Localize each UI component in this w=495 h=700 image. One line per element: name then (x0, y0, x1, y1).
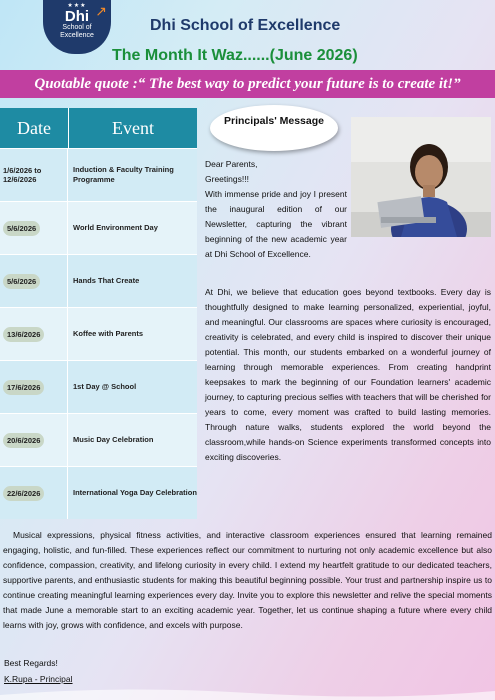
cell-date (0, 149, 68, 201)
principal-full (3, 528, 492, 633)
cell-event: International Yoga Day Celebration (73, 488, 197, 497)
quote-banner: Quotable quote :“ The best way to predict your future is to create it!” (0, 70, 495, 98)
logo-line2: Excellence (60, 32, 94, 39)
full-paragraph: Musical expressions, physical fitness activities, and interactive classroom experiences ensured that learning remained engaging, holistic, and fun-filled. These experiences reflect our commitment to nurturing not only academic excellence but also confidence, compassion, creativity, and lifelong curiosity in every child. I extend my heartfelt gratitude to our dedicated teachers, supportive parents, and enthusiastic students for making this beautiful beginning possible. Your trust and partnership inspire us to continue creating meaningful learning experiences every day. Invite you to explore this newsletter and relive the special moments that made June a memorable start to an exciting academic year. Together, let us continue shaping a future where every child learns with joy, grows with confidence, and excels with purpose. (3, 530, 492, 630)
logo-stars: ★★★ (67, 3, 87, 9)
school-name: Dhi School of Excellence (150, 17, 341, 34)
cell-date (0, 308, 68, 360)
date-text: 5/6/2026 (3, 221, 40, 236)
table-row (0, 466, 197, 519)
school-logo (43, 0, 111, 54)
logo-dhi: Dhi (64, 8, 90, 25)
cell-date (0, 467, 68, 519)
footer-swoosh (0, 685, 495, 700)
cell-event: 1st Day @ School (73, 382, 137, 391)
cell-event: Music Day Celebration (73, 435, 154, 444)
col-event-header: Event (112, 118, 154, 138)
table-row (0, 360, 197, 413)
cell-date (0, 202, 68, 254)
cell-event: World Environment Day (73, 223, 158, 232)
best-regards: Best Regards! (4, 658, 58, 668)
greeting: Greetings!!! (205, 174, 249, 184)
table-header (0, 108, 197, 148)
col-date-header: Date (0, 108, 69, 148)
arrow-icon: ↗ (95, 3, 107, 19)
date-text: 13/6/2026 (3, 327, 44, 342)
table-row (0, 413, 197, 466)
intro-paragraph: With immense pride and joy I present the inaugural edition of our Newsletter, capturing the vibrant beginning of the new academic year at Dhi School of Excellence. (205, 189, 347, 259)
events-table (0, 108, 197, 519)
date-text: 17/6/2026 (3, 380, 44, 395)
date-text: 1/6/2026 to 12/6/2026 (3, 166, 42, 184)
cell-event: Hands That Create (73, 276, 140, 285)
table-row (0, 254, 197, 307)
principal-body (205, 285, 491, 465)
month-title: The Month It Waz......(June 2026) (112, 47, 358, 64)
cell-event: Induction & Faculty Training Programme (73, 165, 174, 184)
principals-message-bubble: Principals' Message (210, 105, 338, 151)
salutation: Dear Parents, (205, 159, 258, 169)
principal-intro (205, 157, 347, 262)
date-text: 5/6/2026 (3, 274, 40, 289)
table-row (0, 307, 197, 360)
principal-photo (351, 117, 491, 237)
principal-signature: K.Rupa - Principal (4, 674, 73, 684)
cell-date (0, 361, 68, 413)
body-paragraph: At Dhi, we believe that education goes beyond textbooks. Every day is thoughtfully designed to make learning personalized, experiential, joyful, and meaningful. Our classrooms are spaces where curiosity is encouraged, creativity is celebrated, and every child is inspired to discover their unique potential. This month, our students embarked on a wonderful journey of learning through memorable experiences. From creating handprint keepsakes to mark the beginning of our Foundation learners' academic journey, to capturing precious selfies with teachers that will be cherished for years to come, every moment was crafted to build lasting memories. Through nature walks, students explored the world beyond the classroom,while hands-on Science experiments transformed concepts into exciting discoveries. (205, 287, 491, 462)
date-text: 20/6/2026 (3, 433, 44, 448)
cell-date (0, 414, 68, 466)
table-row (0, 201, 197, 254)
date-text: 22/6/2026 (3, 486, 44, 501)
logo-line1: School of (62, 24, 92, 31)
table-row (0, 148, 197, 201)
cell-event: Koffee with Parents (73, 329, 144, 338)
cell-date (0, 255, 68, 307)
